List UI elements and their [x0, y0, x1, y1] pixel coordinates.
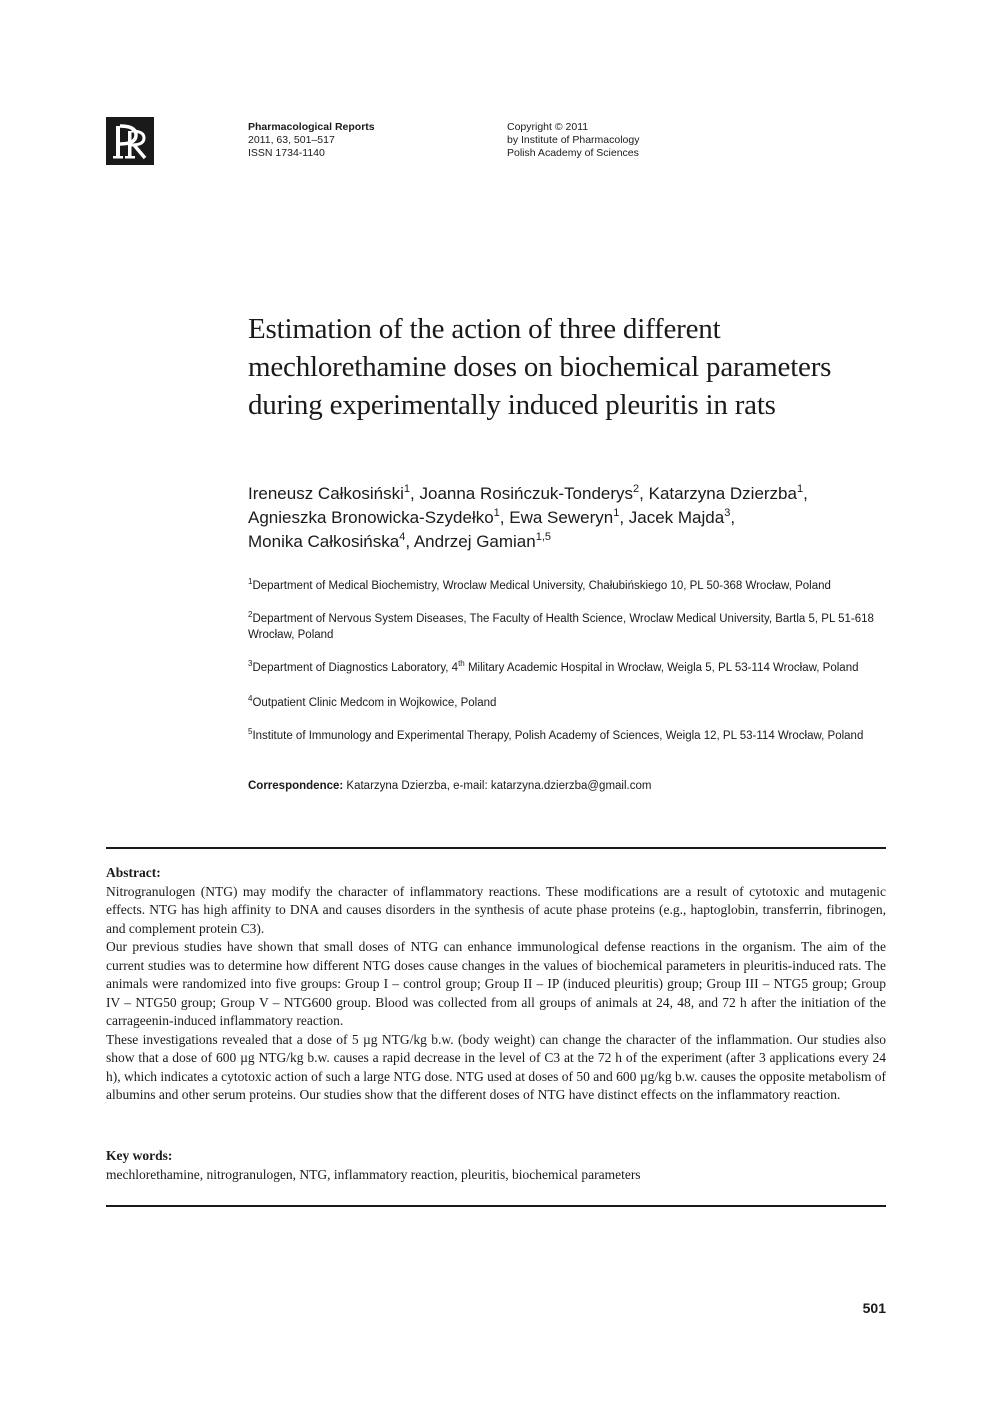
keywords-heading: Key words: [106, 1148, 173, 1163]
divider-top [106, 847, 886, 849]
author-affiliation-ref: 1 [796, 483, 804, 495]
abstract-heading: Abstract: [106, 865, 161, 880]
copyright-line-3: Polish Academy of Sciences [507, 147, 639, 159]
correspondence-label: Correspondence: [248, 780, 344, 792]
author: Agnieszka Bronowicka-Szydełko$^1$, [248, 507, 510, 527]
affiliation-1: $^1$Department of Medical Biochemistry, Wroclaw Medical University, Chałubińskiego 10, PL 50-368 Wrocław, Poland [248, 577, 831, 592]
author-affiliation-ref: 3 [724, 507, 731, 519]
author: Jacek Majda$^3$, [628, 507, 736, 527]
pr-monogram-icon [106, 117, 154, 165]
page-number: 501 [862, 1300, 886, 1316]
abstract-section [106, 864, 886, 1105]
copyright-line-2: by Institute of Pharmacology [507, 134, 640, 146]
affiliation-5: $^5$Institute of Immunology and Experimental Therapy, Polish Academy of Sciences, Weigla 12, PL 53-114 Wrocław, Poland [248, 727, 864, 742]
author-affiliation-ref: 4 [399, 531, 406, 543]
journal-volume: 2011, 63, 501–517 [248, 134, 335, 146]
correspondence-text: Katarzyna Dzierzba, e-mail: katarzyna.dzierzba@gmail.com [343, 780, 652, 792]
author-affiliation-ref: 1 [403, 483, 411, 495]
author-affiliation-ref: 1 [613, 507, 620, 519]
journal-issn: ISSN 1734-1140 [248, 147, 325, 159]
divider-bottom [106, 1205, 886, 1207]
journal-info [248, 121, 375, 160]
copyright-info [507, 121, 640, 160]
article-title: Estimation of the action of three different mechlorethamine doses on biochemical parameters during experimentally induced pleuritis in rats [248, 313, 832, 421]
author: Joanna Rosińczuk-Tonderys$^2$, [419, 483, 649, 503]
abstract-paragraph-2: Our previous studies have shown that small doses of NTG can enhance immunological defense reactions in the organism. The aim of the current studies was to determine how different NTG doses cause changes in the values of biochemical parameters in pleuritis-induced rats. The animals were randomized into five groups: Group I – control group; Group II – IP (induced pleuritis) group; Group III – NTG5 group; Group IV – NTG50 group; Group V – NTG600 group. Blood was collected from all groups of animals at 24, 48, and 72 h after the initiation of the carrageenin-induced inflammatory reaction. [106, 939, 886, 1028]
journal-name: Pharmacological Reports [248, 121, 375, 133]
abstract-paragraph-1: Nitrogranulogen (NTG) may modify the character of inflammatory reactions. These modifications are a result of cytotoxic and mutagenic effects. NTG has high affinity to DNA and causes disorders in the synthesis of acute phase proteins (e.g., haptoglobin, transferrin, fibrinogen, and complement protein C3). [106, 883, 886, 936]
author-affiliation-ref: 1,5 [535, 531, 552, 543]
author: Katarzyna Dzierzba$^1$, [648, 483, 808, 503]
affiliation-4: $^4$Outpatient Clinic Medcom in Wojkowice, Poland [248, 694, 497, 709]
author: Ireneusz Całkosiński$^1$, [248, 483, 420, 503]
author-affiliation-ref: 1 [493, 507, 500, 519]
abstract-paragraph-3: These investigations revealed that a dose of 5 µg NTG/kg b.w. (body weight) can change the character of the inflammation. Our studies also show that a dose of 600 µg NTG/kg b.w. causes a rapid decrease in the level of C3 at the 72 h of the experiment (after 3 applications every 24 h), which indicates a cytotoxic action of such a large NTG dose. NTG used at doses of 50 and 600 µg/kg b.w. causes the opposite metabolism of albumins and other serum proteins. Our studies show that the different doses of NTG have distinct effects on the inflammatory reaction. [106, 1031, 886, 1102]
author-list [248, 482, 898, 554]
keywords-text: mechlorethamine, nitrogranulogen, NTG, inflammatory reaction, pleuritis, biochemical parameters [106, 1167, 641, 1182]
affiliation-3: $^3$Department of Diagnostics Laboratory, 4th Military Academic Hospital in Wrocław, Weigla 5, PL 53-114 Wrocław, Poland [248, 659, 859, 674]
copyright-line-1: Copyright © 2011 [507, 121, 589, 133]
affiliation-2: $^2$Department of Nervous System Diseases, The Faculty of Health Science, Wroclaw Medical University, Bartla 5, PL 51-618 Wrocław, Poland [248, 610, 874, 641]
author-affiliation-ref: 2 [633, 483, 640, 495]
author: Monika Całkosińska$^4$, [248, 531, 414, 551]
correspondence [248, 778, 651, 794]
author: Ewa Seweryn$^1$, [509, 507, 629, 527]
keywords-section [106, 1146, 886, 1184]
journal-logo [106, 117, 154, 165]
author: Andrzej Gamian$^{1,5}$ [413, 531, 552, 551]
